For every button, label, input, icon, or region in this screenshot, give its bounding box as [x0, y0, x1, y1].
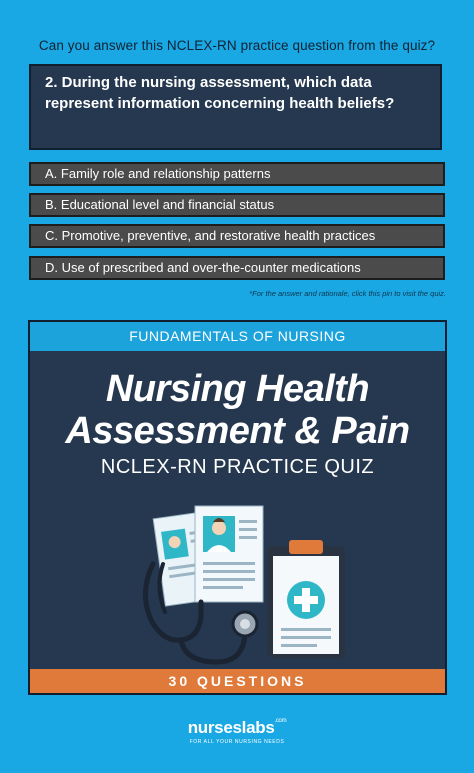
logo-domain: .com — [274, 718, 287, 724]
clipboard-medical-cross-icon — [267, 540, 345, 658]
medical-illustration — [125, 502, 355, 670]
logo-name — [0, 718, 474, 738]
profile-documents-icon — [153, 506, 263, 606]
nurseslabs-logo[interactable] — [0, 718, 474, 745]
question-box: 2. During the nursing assessment, which data represent information concerning health beliefs? — [29, 64, 442, 150]
logo-text: nurseslabs — [187, 718, 275, 737]
logo-tagline: FOR ALL YOUR NURSING NEEDS — [189, 739, 285, 745]
answer-choice-a[interactable]: A. Family role and relationship patterns — [29, 162, 445, 186]
card-subtitle: NCLEX-RN PRACTICE QUIZ — [100, 456, 375, 478]
card-title — [30, 368, 445, 452]
card-title-line2: Assessment & Pain — [65, 410, 410, 452]
answer-choice-d[interactable]: D. Use of prescribed and over-the-counter medications — [29, 256, 445, 280]
quiz-card[interactable] — [28, 320, 447, 695]
answer-choice-c[interactable]: C. Promotive, preventive, and restorative health practices — [29, 224, 445, 248]
answer-note[interactable]: *For the answer and rationale, click this pin to visit the quiz. — [249, 289, 446, 298]
card-title-line1: Nursing Health — [105, 368, 370, 410]
answer-choice-b[interactable]: B. Educational level and financial status — [29, 193, 445, 217]
card-header: FUNDAMENTALS OF NURSING — [30, 322, 445, 351]
intro-text: Can you answer this NCLEX-RN practice question from the quiz? — [38, 38, 436, 53]
questions-banner: 30 QUESTIONS — [30, 669, 445, 693]
